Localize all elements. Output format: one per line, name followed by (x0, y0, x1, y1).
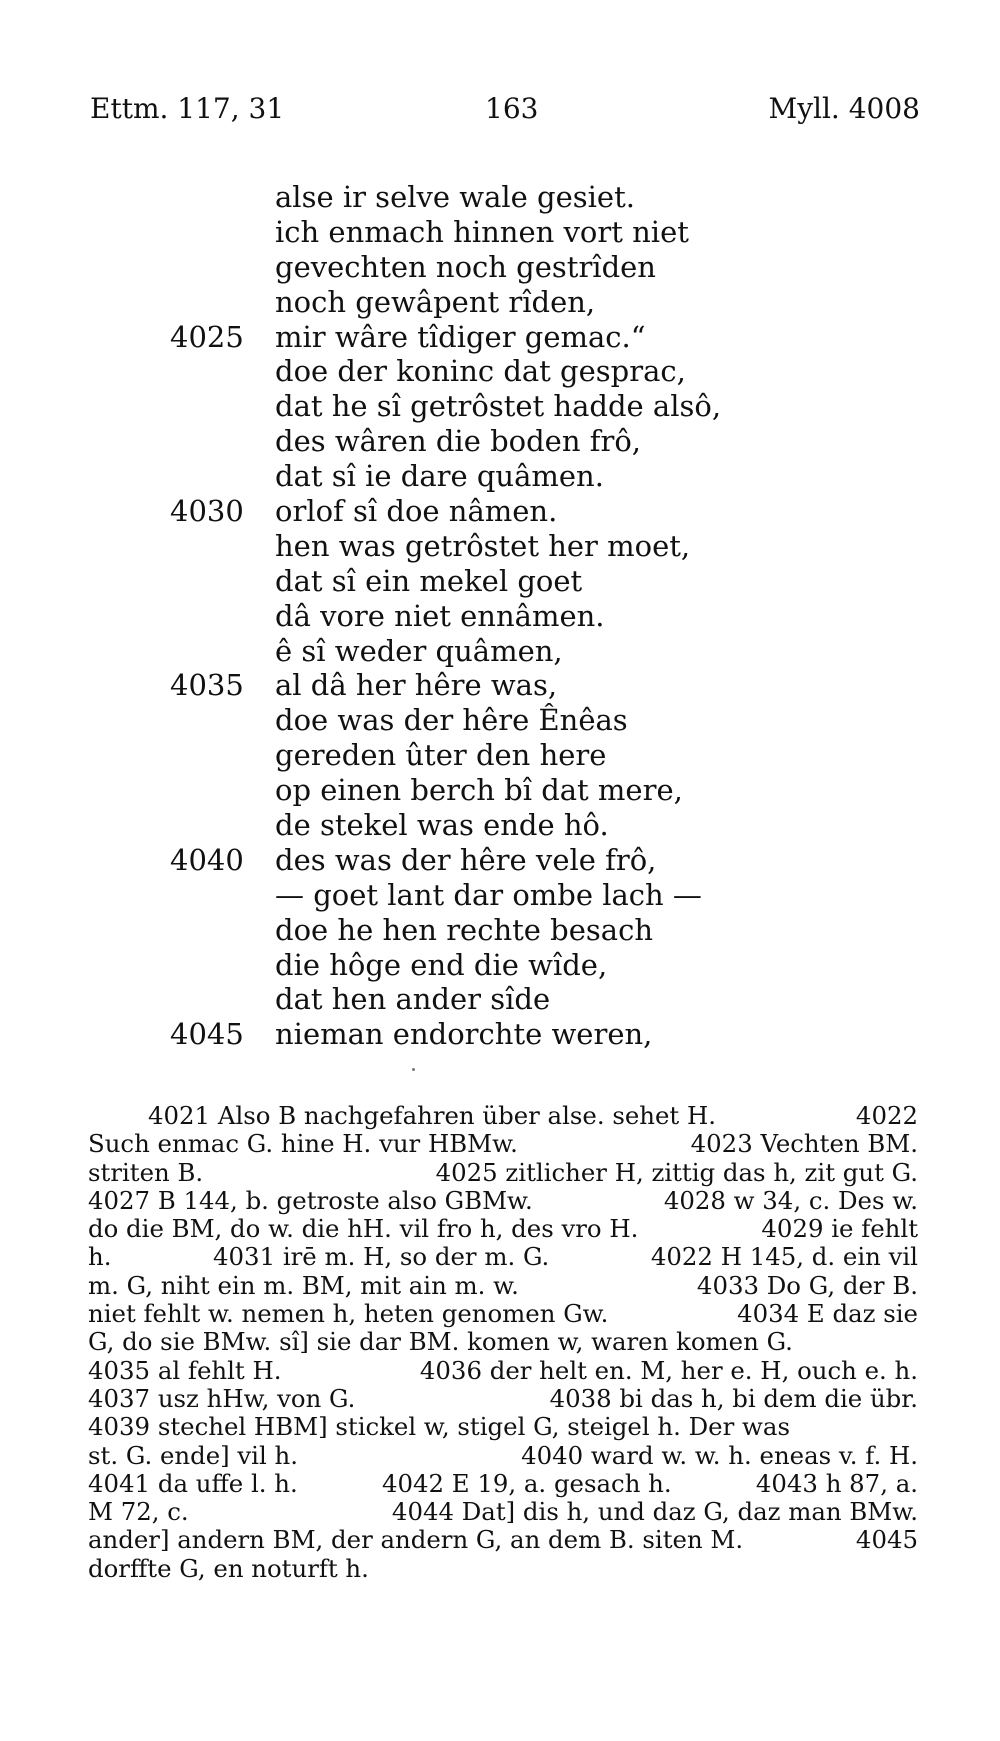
apparatus-line (88, 1102, 918, 1130)
apparatus-segment: 4040 ward w. w. h. eneas v. f. H. (521, 1440, 918, 1470)
apparatus-segment: 4033 Do G, der B. (696, 1270, 918, 1300)
apparatus-segment: 4028 w 34, c. Des w. (663, 1185, 918, 1215)
apparatus-segment: 4039 stechel HBM] stickel w, stigel G, steigel h. Der was (88, 1412, 790, 1442)
apparatus-segment: 4038 bi das h, bi dem die übr. (549, 1383, 918, 1413)
verse-line-text: alse ir selve wale gesiet. (275, 180, 635, 214)
verse-line (0, 843, 1000, 878)
apparatus-line (88, 1385, 918, 1413)
verse-line-number: 4030 (170, 494, 244, 529)
verse-line-text: gevechten noch gestrîden (275, 249, 656, 284)
verse-line-number: 4025 (170, 319, 244, 354)
verse-line (0, 703, 1000, 738)
verse-line (0, 285, 1000, 320)
apparatus-segment: 4031 irē m. H, so der m. G. (213, 1242, 550, 1272)
verse-line (0, 1017, 1000, 1052)
apparatus-segment: 4036 der helt en. M, her e. H, ouch e. h. (419, 1355, 918, 1385)
verse-line-number: 4035 (170, 668, 244, 703)
apparatus-segment: m. G, niht ein m. BM, mit ain m. w. (88, 1270, 519, 1300)
apparatus-segment: 4043 h 87, a. (755, 1468, 918, 1498)
verse-line (0, 215, 1000, 250)
verse-line-text: des was der hêre vele frô, (275, 842, 657, 877)
verse-line-text: dâ vore niet ennâmen. (275, 598, 605, 633)
apparatus-segment: 4022 (855, 1101, 918, 1130)
apparatus-line (88, 1470, 918, 1498)
verse-text (0, 180, 1000, 1052)
verse-line-text: ê sî weder quâmen, (275, 633, 563, 668)
apparatus-line (88, 1498, 918, 1526)
apparatus-segment: 4045 (855, 1525, 918, 1555)
verse-line-text: noch gewâpent rîden, (275, 284, 596, 319)
running-header (90, 92, 920, 132)
verse-line-text: mir wâre tîdiger gemac.“ (275, 319, 646, 354)
apparatus-segment: 4029 ie fehlt (761, 1214, 918, 1244)
apparatus-segment: 4023 Vechten BM. (690, 1129, 918, 1159)
verse-line (0, 878, 1000, 913)
verse-line (0, 320, 1000, 355)
apparatus-segment: 4027 B 144, b. getroste also GBMw. (88, 1185, 533, 1215)
verse-line-text: orlof sî doe nâmen. (275, 494, 558, 529)
apparatus-line (88, 1130, 918, 1158)
verse-line (0, 180, 1000, 215)
verse-line-text: dat he sî getrôstet hadde alsô, (275, 389, 722, 424)
verse-line (0, 599, 1000, 634)
verse-line (0, 250, 1000, 285)
verse-line (0, 738, 1000, 773)
apparatus-line (88, 1243, 918, 1271)
verse-line-text: doe der koninc dat gesprac, (275, 354, 686, 389)
verse-line (0, 564, 1000, 599)
apparatus-segment: 4025 zitlicher H, zittig das h, zit gut G. (435, 1157, 918, 1187)
verse-line-text: de stekel was ende hô. (275, 808, 609, 843)
verse-line-text: nieman endorchte weren, (275, 1017, 653, 1052)
apparatus-line (88, 1215, 918, 1243)
verse-line (0, 808, 1000, 843)
verse-line (0, 668, 1000, 703)
verse-line-text: — goet lant dar ombe lach — (275, 877, 702, 912)
verse-line-text: op einen berch bî dat mere, (275, 773, 683, 808)
apparatus-segment: M 72, c. (88, 1497, 189, 1527)
apparatus-segment: 4034 E daz sie (737, 1299, 918, 1329)
apparatus-segment: G, do sie BMw. sî] sie dar BM. komen w, waren komen G. (88, 1327, 793, 1357)
apparatus-segment: 4037 usz hHw, von G. (88, 1383, 356, 1413)
apparatus-segment: 4044 Dat] dis h, und daz G, daz man BMw. (391, 1497, 918, 1527)
verse-line (0, 634, 1000, 669)
verse-line-text: ich enmach hinnen vort niet (275, 214, 689, 249)
verse-line (0, 529, 1000, 564)
apparatus-segment: ander] andern BM, der andern G, an dem B. siten M. (88, 1525, 744, 1555)
verse-line-number: 4045 (170, 1017, 244, 1052)
verse-line (0, 424, 1000, 459)
verse-line (0, 459, 1000, 494)
divider-dot (412, 1068, 415, 1071)
apparatus-segment: h. (88, 1242, 112, 1272)
verse-line-text: dat hen ander sîde (275, 982, 551, 1017)
apparatus-segment: do die BM, do w. die hH. vil fro h, des vro H. (88, 1214, 639, 1244)
apparatus-line (88, 1272, 918, 1300)
verse-line-text: gereden ûter den here (275, 738, 607, 773)
verse-line-text: doe he hen rechte besach (275, 912, 653, 947)
apparatus-line (88, 1442, 918, 1470)
page-number: 163 (485, 92, 539, 125)
apparatus-segment: st. G. ende] vil h. (88, 1440, 298, 1470)
header-left: Ettm. 117, 31 (90, 92, 285, 125)
apparatus-segment: dorffte G, en noturft h. (88, 1553, 369, 1583)
verse-line-text: dat sî ie dare quâmen. (275, 459, 604, 494)
verse-line (0, 982, 1000, 1017)
apparatus-segment: 4021 Also B nachgefahren über alse. sehet H. (148, 1101, 717, 1130)
verse-line (0, 389, 1000, 424)
verse-line (0, 354, 1000, 389)
apparatus-line (88, 1413, 918, 1441)
verse-line-text: dat sî ein mekel goet (275, 563, 583, 598)
verse-line (0, 773, 1000, 808)
verse-line-text: doe was der hêre Ênêas (275, 703, 628, 738)
apparatus-line (88, 1159, 918, 1187)
verse-line-text: des wâren die boden frô, (275, 424, 641, 459)
verse-line-text: al dâ her hêre was, (275, 668, 558, 703)
apparatus-line (88, 1187, 918, 1215)
verse-line-number: 4040 (170, 842, 244, 877)
apparatus-segment: 4022 H 145, d. ein vil (650, 1242, 918, 1272)
verse-line-text: hen was getrôstet her moet, (275, 528, 691, 563)
apparatus-line (88, 1300, 918, 1328)
apparatus-segment: 4042 E 19, a. gesach h. (381, 1468, 672, 1498)
apparatus-segment: Such enmac G. hine H. vur HBMw. (88, 1129, 518, 1159)
verse-line (0, 913, 1000, 948)
apparatus-line (88, 1555, 918, 1583)
apparatus-line (88, 1357, 918, 1385)
apparatus-segment: striten B. (88, 1157, 204, 1187)
critical-apparatus (88, 1102, 918, 1583)
apparatus-line (88, 1328, 918, 1356)
apparatus-segment: 4041 da uffe l. h. (88, 1468, 298, 1498)
verse-line-text: die hôge end die wîde, (275, 947, 608, 982)
apparatus-segment: niet fehlt w. nemen h, heten genomen Gw. (88, 1299, 609, 1329)
verse-line (0, 948, 1000, 983)
header-right: Myll. 4008 (768, 92, 920, 125)
verse-line (0, 494, 1000, 529)
apparatus-line (88, 1526, 918, 1554)
apparatus-segment: 4035 al fehlt H. (88, 1355, 282, 1385)
